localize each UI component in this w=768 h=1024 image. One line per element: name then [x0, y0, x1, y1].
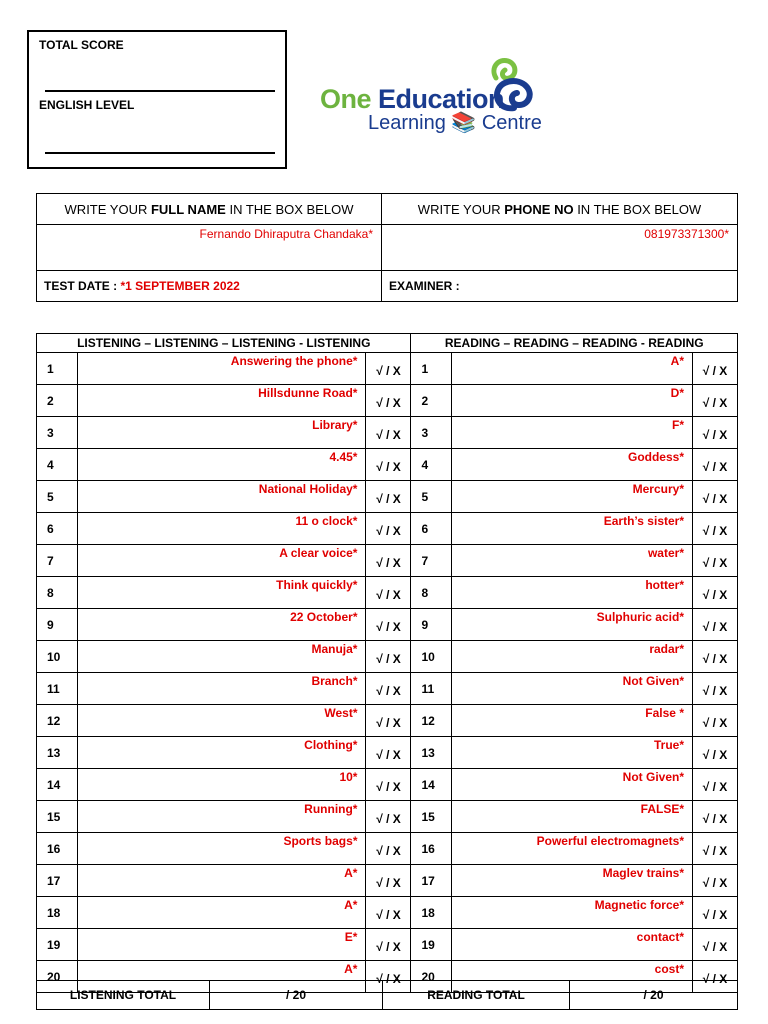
reading-question-number: 6 — [411, 513, 452, 545]
reading-question-number: 12 — [411, 705, 452, 737]
answer-row — [37, 449, 738, 481]
answer-row — [37, 385, 738, 417]
test-date-cell — [37, 271, 382, 302]
reading-mark[interactable]: √ / X — [693, 609, 738, 641]
answer-row — [37, 801, 738, 833]
logo-education-text: Education — [378, 84, 505, 114]
listening-question-number: 8 — [37, 577, 78, 609]
listening-answer[interactable]: National Holiday* — [78, 481, 366, 513]
answer-row — [37, 865, 738, 897]
listening-answer[interactable]: 4.45* — [78, 449, 366, 481]
listening-answer[interactable]: West* — [78, 705, 366, 737]
total-score-line — [45, 90, 275, 92]
reading-question-number: 10 — [411, 641, 452, 673]
reading-answer[interactable]: True* — [452, 737, 693, 769]
listening-question-number: 5 — [37, 481, 78, 513]
reading-question-number: 16 — [411, 833, 452, 865]
answer-row — [37, 897, 738, 929]
listening-answer[interactable]: Manuja* — [78, 641, 366, 673]
listening-question-number: 2 — [37, 385, 78, 417]
listening-question-number: 17 — [37, 865, 78, 897]
score-box — [27, 30, 287, 169]
answer-row — [37, 513, 738, 545]
listening-answer[interactable]: Branch* — [78, 673, 366, 705]
examiner-label: EXAMINER : — [382, 271, 738, 302]
listening-answer[interactable]: Running* — [78, 801, 366, 833]
listening-question-number: 7 — [37, 545, 78, 577]
phone-header: WRITE YOUR PHONE NO IN THE BOX BELOW — [382, 194, 738, 225]
reading-question-number: 8 — [411, 577, 452, 609]
answer-row — [37, 545, 738, 577]
logo-one-text: One — [320, 84, 372, 114]
reading-question-number: 15 — [411, 801, 452, 833]
reading-answer[interactable]: F* — [452, 417, 693, 449]
reading-answer[interactable]: contact* — [452, 929, 693, 961]
listening-mark[interactable]: √ / X — [366, 417, 411, 449]
listening-answer[interactable]: Answering the phone* — [78, 353, 366, 385]
reading-total-label: READING TOTAL — [383, 981, 570, 1010]
listening-total-value[interactable]: / 20 — [210, 981, 383, 1010]
answer-row — [37, 417, 738, 449]
listening-mark[interactable]: √ / X — [366, 385, 411, 417]
english-level-label: ENGLISH LEVEL — [39, 98, 135, 112]
listening-answer[interactable]: Library* — [78, 417, 366, 449]
test-date-value: *1 SEPTEMBER 2022 — [120, 279, 240, 293]
answer-row — [37, 833, 738, 865]
reading-mark[interactable]: √ / X — [693, 961, 738, 993]
reading-answer[interactable]: A* — [452, 353, 693, 385]
full-name-field[interactable]: Fernando Dhiraputra Chandaka* — [37, 225, 382, 271]
phone-field[interactable]: 081973371300* — [382, 225, 738, 271]
listening-question-number: 14 — [37, 769, 78, 801]
listening-answer[interactable]: Clothing* — [78, 737, 366, 769]
listening-mark[interactable]: √ / X — [366, 833, 411, 865]
listening-question-number: 20 — [37, 961, 78, 993]
name-header: WRITE YOUR FULL NAME IN THE BOX BELOW — [37, 194, 382, 225]
listening-question-number: 18 — [37, 897, 78, 929]
reading-answer[interactable]: cost* — [452, 961, 693, 993]
listening-question-number: 1 — [37, 353, 78, 385]
listening-answer[interactable]: Think quickly* — [78, 577, 366, 609]
reading-answer[interactable]: hotter* — [452, 577, 693, 609]
listening-question-number: 16 — [37, 833, 78, 865]
listening-mark[interactable]: √ / X — [366, 673, 411, 705]
reading-mark[interactable]: √ / X — [693, 769, 738, 801]
answer-row — [37, 641, 738, 673]
reading-mark[interactable]: √ / X — [693, 737, 738, 769]
listening-mark[interactable]: √ / X — [366, 577, 411, 609]
listening-mark[interactable]: √ / X — [366, 801, 411, 833]
listening-question-number: 13 — [37, 737, 78, 769]
reading-total-value[interactable]: / 20 — [570, 981, 738, 1010]
reading-mark[interactable]: √ / X — [693, 417, 738, 449]
listening-question-number: 4 — [37, 449, 78, 481]
listening-mark[interactable]: √ / X — [366, 545, 411, 577]
reading-mark[interactable]: √ / X — [693, 449, 738, 481]
reading-answer[interactable]: D* — [452, 385, 693, 417]
reading-question-number: 17 — [411, 865, 452, 897]
listening-mark[interactable]: √ / X — [366, 897, 411, 929]
listening-mark[interactable]: √ / X — [366, 737, 411, 769]
reading-mark[interactable]: √ / X — [693, 577, 738, 609]
logo-learning-centre-text: Learning 📚 Centre — [368, 112, 542, 134]
listening-answer[interactable]: A* — [78, 897, 366, 929]
reading-answer[interactable]: Not Given* — [452, 673, 693, 705]
listening-mark[interactable]: √ / X — [366, 641, 411, 673]
answer-row — [37, 577, 738, 609]
answer-row — [37, 481, 738, 513]
reading-question-number: 1 — [411, 353, 452, 385]
reading-mark[interactable]: √ / X — [693, 385, 738, 417]
listening-question-number: 3 — [37, 417, 78, 449]
reading-mark[interactable]: √ / X — [693, 353, 738, 385]
answer-row — [37, 609, 738, 641]
reading-mark[interactable]: √ / X — [693, 801, 738, 833]
reading-answer[interactable]: FALSE* — [452, 801, 693, 833]
one-education-logo — [314, 54, 546, 138]
answer-row — [37, 737, 738, 769]
reading-answer[interactable]: Mercury* — [452, 481, 693, 513]
listening-mark[interactable]: √ / X — [366, 481, 411, 513]
listening-question-number: 10 — [37, 641, 78, 673]
answer-row — [37, 705, 738, 737]
answer-row — [37, 673, 738, 705]
reading-question-number: 11 — [411, 673, 452, 705]
answer-row — [37, 929, 738, 961]
total-score-label: TOTAL SCORE — [39, 38, 124, 52]
reading-question-number: 13 — [411, 737, 452, 769]
listening-total-label: LISTENING TOTAL — [37, 981, 210, 1010]
reading-answer[interactable]: Goddess* — [452, 449, 693, 481]
reading-question-number: 18 — [411, 897, 452, 929]
listening-answer[interactable]: Sports bags* — [78, 833, 366, 865]
reading-mark[interactable]: √ / X — [693, 705, 738, 737]
listening-answer[interactable]: A* — [78, 865, 366, 897]
reading-mark[interactable]: √ / X — [693, 897, 738, 929]
reading-mark[interactable]: √ / X — [693, 513, 738, 545]
answer-row — [37, 353, 738, 385]
reading-question-number: 5 — [411, 481, 452, 513]
reading-mark[interactable]: √ / X — [693, 833, 738, 865]
reading-question-number: 7 — [411, 545, 452, 577]
listening-answer[interactable]: E* — [78, 929, 366, 961]
listening-mark[interactable]: √ / X — [366, 865, 411, 897]
listening-question-number: 19 — [37, 929, 78, 961]
reading-question-number: 19 — [411, 929, 452, 961]
reading-mark[interactable]: √ / X — [693, 641, 738, 673]
listening-header: LISTENING – LISTENING – LISTENING - LISTENING — [37, 334, 411, 353]
listening-mark[interactable]: √ / X — [366, 769, 411, 801]
reading-mark[interactable]: √ / X — [693, 545, 738, 577]
listening-mark[interactable]: √ / X — [366, 705, 411, 737]
listening-answer[interactable]: A* — [78, 961, 366, 993]
reading-answer[interactable]: Sulphuric acid* — [452, 609, 693, 641]
reading-answer[interactable]: False * — [452, 705, 693, 737]
listening-question-number: 9 — [37, 609, 78, 641]
reading-answer[interactable]: Powerful electromagnets* — [452, 833, 693, 865]
listening-mark[interactable]: √ / X — [366, 609, 411, 641]
reading-answer[interactable]: Not Given* — [452, 769, 693, 801]
reading-mark[interactable]: √ / X — [693, 673, 738, 705]
reading-question-number: 4 — [411, 449, 452, 481]
totals-table — [36, 980, 738, 1010]
reading-question-number: 9 — [411, 609, 452, 641]
reading-answer[interactable]: radar* — [452, 641, 693, 673]
test-date-label: TEST DATE : — [44, 279, 121, 293]
reading-question-number: 20 — [411, 961, 452, 993]
reading-mark[interactable]: √ / X — [693, 929, 738, 961]
reading-question-number: 3 — [411, 417, 452, 449]
reading-answer[interactable]: Maglev trains* — [452, 865, 693, 897]
reading-answer[interactable]: Magnetic force* — [452, 897, 693, 929]
listening-mark[interactable]: √ / X — [366, 929, 411, 961]
reading-header: READING – READING – READING - READING — [411, 334, 738, 353]
listening-answer[interactable]: 11 o clock* — [78, 513, 366, 545]
answer-row — [37, 769, 738, 801]
listening-question-number: 12 — [37, 705, 78, 737]
reading-answer[interactable]: water* — [452, 545, 693, 577]
listening-answer[interactable]: Hillsdunne Road* — [78, 385, 366, 417]
answers-table — [36, 333, 738, 993]
listening-answer[interactable]: 10* — [78, 769, 366, 801]
listening-mark[interactable]: √ / X — [366, 353, 411, 385]
reading-mark[interactable]: √ / X — [693, 481, 738, 513]
reading-question-number: 2 — [411, 385, 452, 417]
listening-mark[interactable]: √ / X — [366, 513, 411, 545]
reading-answer[interactable]: Earth’s sister* — [452, 513, 693, 545]
listening-question-number: 15 — [37, 801, 78, 833]
reading-mark[interactable]: √ / X — [693, 865, 738, 897]
reading-question-number: 14 — [411, 769, 452, 801]
listening-mark[interactable]: √ / X — [366, 961, 411, 993]
listening-question-number: 11 — [37, 673, 78, 705]
english-level-line — [45, 152, 275, 154]
student-info-table — [36, 193, 738, 302]
listening-mark[interactable]: √ / X — [366, 449, 411, 481]
listening-answer[interactable]: 22 October* — [78, 609, 366, 641]
listening-question-number: 6 — [37, 513, 78, 545]
listening-answer[interactable]: A clear voice* — [78, 545, 366, 577]
